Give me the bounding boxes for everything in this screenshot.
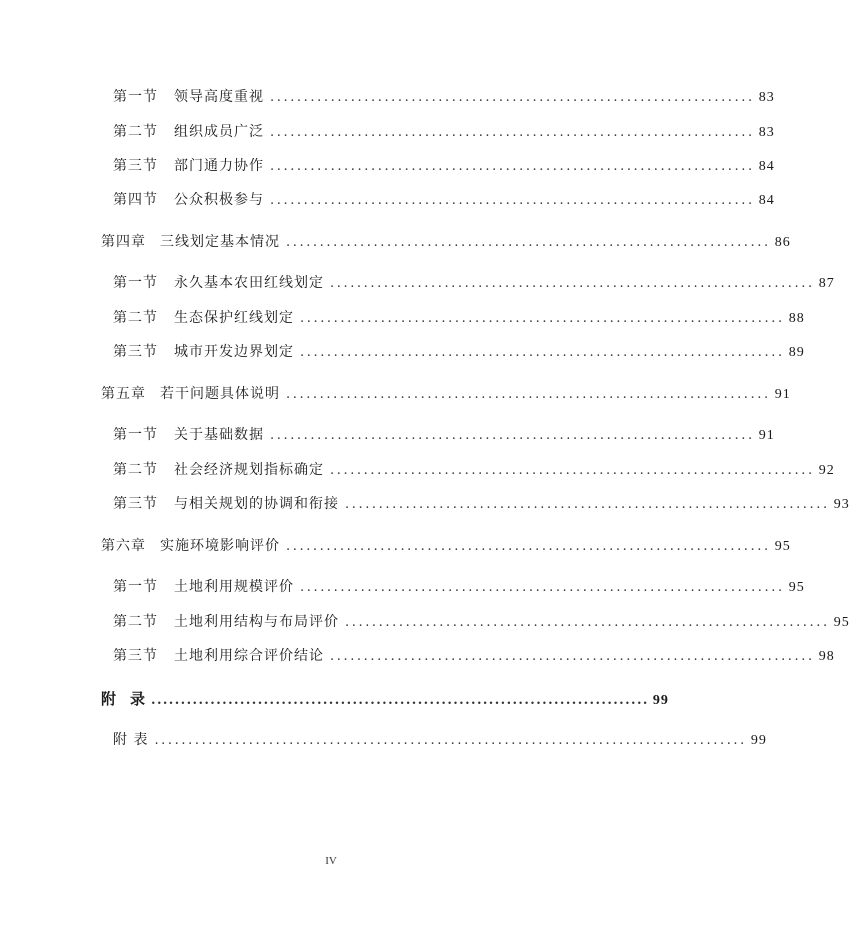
toc-entry-title: 若干问题具体说明: [160, 386, 280, 402]
toc-entry-number: 第六章: [101, 538, 146, 554]
toc-entry-number: 第四节: [113, 192, 158, 208]
toc-entry-number: 第四章: [101, 234, 146, 250]
toc-entry-appendix[interactable]: [101, 688, 669, 710]
toc-entry-title: 土地利用规模评价: [174, 579, 294, 595]
toc-entry-section[interactable]: [113, 121, 775, 143]
toc-entry-number: 第三节: [113, 344, 158, 360]
toc-entry-chapter[interactable]: [101, 535, 791, 557]
toc-entry-page: 84: [758, 193, 775, 208]
appendix-char-2: 录: [130, 690, 146, 708]
toc-entry-page: 86: [774, 235, 791, 250]
dot-leader: ........................................................................................: [154, 733, 747, 748]
toc-entry-page: 87: [818, 276, 835, 291]
toc-entry-title: 组织成员广泛: [174, 124, 264, 140]
toc-entry-section[interactable]: [113, 611, 850, 633]
dot-leader: ........................................................................: [330, 463, 815, 478]
toc-entry-page: 99: [652, 693, 669, 708]
page-number-footer: IV: [325, 855, 337, 867]
toc-entry-number: 第一节: [113, 275, 158, 291]
dot-leader: ........................................................................: [286, 539, 771, 554]
dot-leader: ........................................................................: [270, 125, 755, 140]
dot-leader: ........................................................................: [270, 159, 755, 174]
toc-entry-page: 95: [788, 580, 805, 595]
toc-entry-section[interactable]: [113, 645, 835, 667]
toc-entry-section[interactable]: [113, 576, 805, 598]
toc-entry-section[interactable]: [113, 341, 805, 363]
toc-entry-page: 93: [833, 497, 850, 512]
toc-entry-number: 第五章: [101, 386, 146, 402]
toc-entry-number: 第二节: [113, 124, 158, 140]
dot-leader: ........................................................................: [286, 387, 771, 402]
dot-leader: ........................................................................: [300, 311, 785, 326]
toc-entry-section[interactable]: [113, 493, 850, 515]
toc-entry-section[interactable]: [113, 189, 775, 211]
dot-leader: ........................................................................: [270, 90, 755, 105]
toc-entry-section[interactable]: [113, 424, 775, 446]
toc-entry-page: 95: [833, 615, 850, 630]
toc-entry-section[interactable]: [113, 86, 775, 108]
toc-entry-page: 84: [758, 159, 775, 174]
toc-entry-title: 部门通力协作: [174, 158, 264, 174]
toc-entry-title: 土地利用结构与布局评价: [174, 614, 339, 630]
toc-entry-number: [101, 688, 145, 710]
toc-entry-number: 第一节: [113, 579, 158, 595]
toc-entry-title: 与相关规划的协调和衔接: [174, 496, 339, 512]
toc-entry-title: 社会经济规划指标确定: [174, 462, 324, 478]
toc-entry-page: 91: [774, 387, 791, 402]
toc-entry-page: 83: [758, 125, 775, 140]
toc-entry-number: 第二节: [113, 462, 158, 478]
toc-entry-title: 关于基础数据: [174, 427, 264, 443]
dot-leader: ........................................................................: [330, 649, 815, 664]
toc-entry-chapter[interactable]: [101, 231, 791, 253]
toc-entry-number: 第一节: [113, 427, 158, 443]
toc-entry-title: 城市开发边界划定: [174, 344, 294, 360]
dot-leader: ........................................................................: [286, 235, 771, 250]
toc-entry-page: 83: [758, 90, 775, 105]
toc-entry-title: 生态保护红线划定: [174, 310, 294, 326]
toc-entry-number: 第二节: [113, 614, 158, 630]
toc-entry-page: 91: [758, 428, 775, 443]
dot-leader: ........................................................................: [345, 497, 830, 512]
toc-entry-section[interactable]: [113, 459, 835, 481]
dot-leader: ........................................................................: [270, 193, 755, 208]
toc-entry-section[interactable]: [113, 307, 805, 329]
toc-entry-page: 88: [788, 311, 805, 326]
toc-entry-number: 第一节: [113, 89, 158, 105]
dot-leader: ........................................................................: [300, 345, 785, 360]
appendix-char-1: 附: [101, 690, 117, 708]
dot-leader: ........................................................................: [330, 276, 815, 291]
toc-entry-title: 领导高度重视: [174, 89, 264, 105]
toc-entry-page: 98: [818, 649, 835, 664]
toc-entry-title: 附 表: [113, 732, 149, 748]
toc-entry-number: 第三节: [113, 496, 158, 512]
toc-entry-page: 92: [818, 463, 835, 478]
toc-entry-title: 实施环境影响评价: [160, 538, 280, 554]
toc-entry-title: 永久基本农田红线划定: [174, 275, 324, 291]
toc-entry-number: 第三节: [113, 648, 158, 664]
toc-entry-section[interactable]: [113, 272, 835, 294]
toc-entry-section[interactable]: [113, 155, 775, 177]
toc-entry-number: 第三节: [113, 158, 158, 174]
toc-entry-page: 99: [750, 733, 767, 748]
dot-leader: ........................................................................: [345, 615, 830, 630]
toc-entry-number: 第二节: [113, 310, 158, 326]
toc-entry-title: 三线划定基本情况: [160, 234, 280, 250]
toc-entry-page: 89: [788, 345, 805, 360]
toc-entry-title: 土地利用综合评价结论: [174, 648, 324, 664]
toc-entry-page: 95: [774, 539, 791, 554]
dot-leader: ........................................................................: [300, 580, 785, 595]
toc-entry-title: 公众积极参与: [174, 192, 264, 208]
toc-entry-chapter[interactable]: [101, 383, 791, 405]
toc-entry-appendix-table[interactable]: [113, 729, 767, 751]
dot-leader: ....................................................................................: [151, 693, 649, 708]
dot-leader: ........................................................................: [270, 428, 755, 443]
